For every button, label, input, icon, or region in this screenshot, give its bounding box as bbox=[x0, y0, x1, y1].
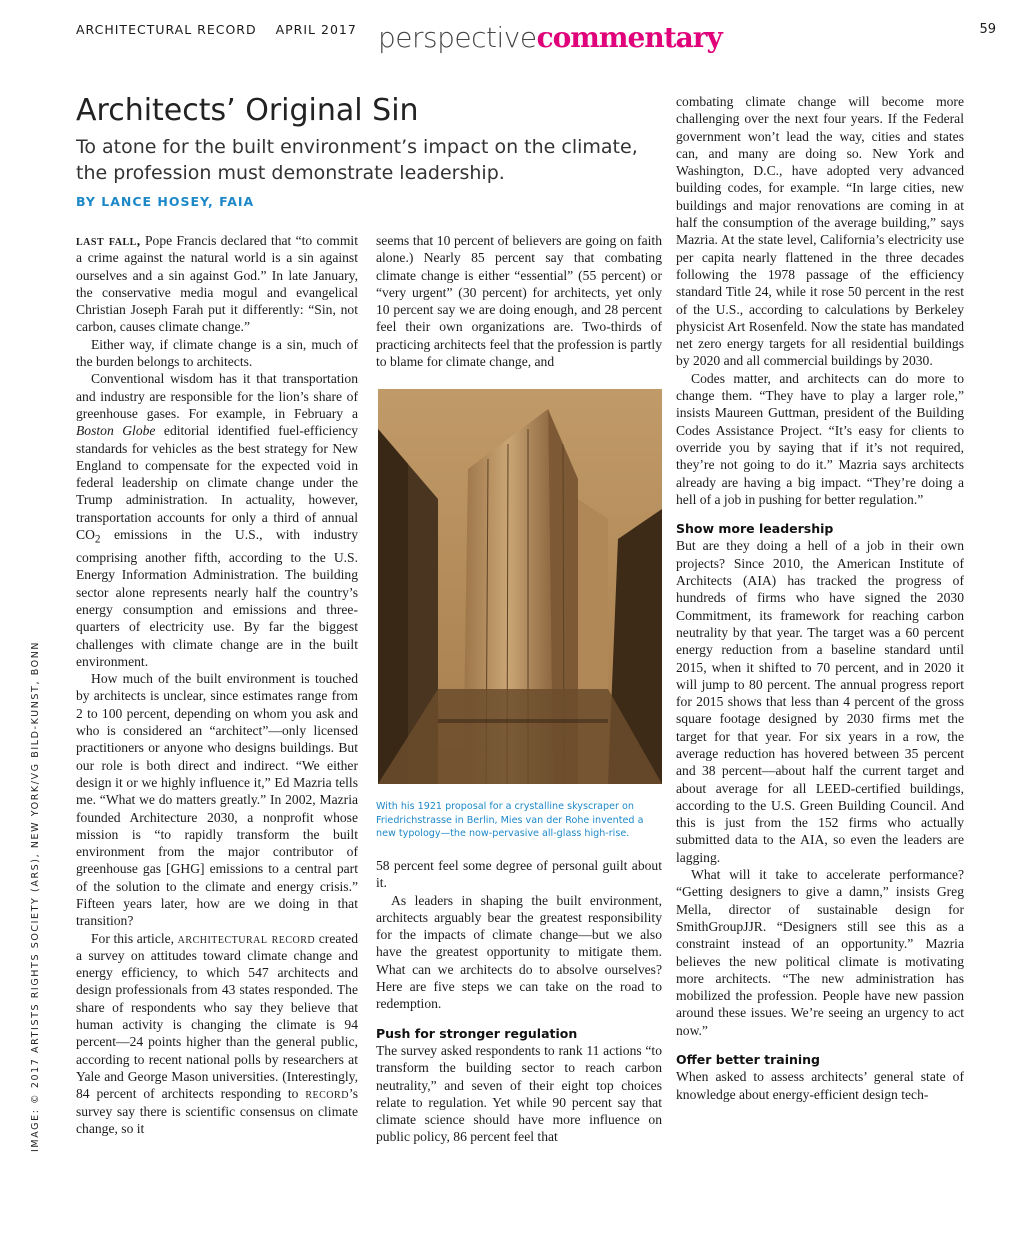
paragraph: How much of the built environment is touched by architects is unclear, since estimates range from 2 to 100 percent, depending on whom you ask and who is considered an “architect”—only licensed practitioners or anyone who designs buildings. But our role is both direct and indirect. “We either design it or we highly influence it,” Ed Mazria tells me. “What we do matters greatly.” In 2002, Mazria founded Architecture 2030, a nonprofit whose mission is “to rapidly transform the built environment from the major contributor of greenhouse gas [GHG] emissions to a central part of the solution to the climate and energy crisis.” Fifteen years later, how are we doing in that transition? bbox=[76, 671, 358, 929]
article-deck: To atone for the built environment’s impact on the climate, the profession must demonstrate leadership. bbox=[76, 136, 638, 184]
section-tag-bold: commentary bbox=[536, 21, 722, 54]
body-column-3 bbox=[676, 93, 964, 1103]
paragraph: What will it take to accelerate performance? “Getting designers to give a damn,” insists Greg Mella, director of sustainable design for SmithGroupJJR. “Designers still see this as a constraint instead of an opportunity.” Mazria believes the new political climate is motivating more architects. “The new administration has mobilized the profession. People have new passion around these issues. We’re seeing an urgency to act now.” bbox=[676, 867, 964, 1038]
paragraph: combating climate change will become more challenging over the next four years. If the Federal government won’t lead the way, cities and states can, and many are doing so. New York and Washington, D.C., have adopted very advanced building codes, for example. “In large cities, new buildings and major renovations are coming in at half the consumption of the average building,” says Mazria. At the state level, California’s electricity use per capita nearly flattened in the three decades following the 1978 passage of the efficiency standard Title 24, while it rose 50 percent in the rest of the U.S., according to calculations by Berkeley physicist Art Rosenfeld. Now the state has mandated net zero energy targets for all residential buildings by 2020 and all commercial buildings by 2030. bbox=[676, 94, 964, 369]
body-column-2-bottom bbox=[376, 857, 662, 1146]
paragraph: last fall, Pope Francis declared that “to commit a crime against the natural world is a sin against ourselves and a sin against God.” In late January, the conservative media mogul and evangelical Christian Joseph Farah put it differently: “Sin, not carbon, causes climate change.” bbox=[76, 233, 358, 335]
paragraph: Either way, if climate change is a sin, much of the burden belongs to architects. bbox=[76, 336, 358, 370]
figure-caption: With his 1921 proposal for a crystalline skyscraper on Friedrichstrasse in Berlin, Mies van der Rohe invented a new typology—the now-pervasive all-glass high-rise. bbox=[376, 801, 644, 839]
running-header bbox=[76, 22, 371, 37]
paragraph: seems that 10 percent of believers are going on faith alone.) Nearly 85 percent say that combating climate change is either “essential” (55 percent) or “very urgent” (30 percent) for architects, yet only 10 percent say we are doing enough, and 28 percent feel their own organizations are. Two-thirds of practicing architects feel that the profession is partly to blame for climate change, and bbox=[376, 233, 662, 370]
byline: BY LANCE HOSEY, FAIA bbox=[76, 194, 255, 209]
paragraph: For this article, architectural record created a survey on attitudes toward climate change and energy efficiency, to which 547 architects and design professionals from 43 states responded. The share of respondents who say they believe that human activity is changing the climate is 94 percent—24 points higher than the general public, according to recent national polls by researchers at Yale and George Mason universities. (Interestingly, 84 percent of architects responding to record’s survey say there is scientific consensus on climate change, so it bbox=[76, 930, 359, 1136]
paragraph: 58 percent feel some degree of personal guilt about it. bbox=[376, 858, 662, 891]
lead-in: last fall, bbox=[76, 233, 141, 248]
issue-date: APRIL 2017 bbox=[275, 22, 357, 37]
paragraph: But are they doing a hell of a job in their own projects? Since 2010, the American Institute of Architects (AIA) has tracked the progress of hundreds of firms who have signed the 2030 Commitment, its framework for reaching carbon neutrality by that year. The target was a 60 percent energy reduction from a baseline standard until 2015, when it shifted to 70 percent, and in 2020 it will jump to 80 percent. The annual progress report for 2015 shows that less than 4 percent of the gross square footage designed by 2030 firms met the target for that year. For six years in a row, the average reduction has hovered between 35 percent and 38 percent—about half the current target and about average for all LEED-certified buildings, according to the U.S. Green Building Council. And this is just from the 152 firms who actually submitted data to the AIA, so even the leaders are lagging. bbox=[676, 538, 964, 865]
magazine-mention: architectural record bbox=[177, 930, 316, 946]
publication-name: Boston Globe bbox=[76, 423, 156, 439]
paragraph: When asked to assess architects’ general state of knowledge about energy-efficient design tech- bbox=[676, 1069, 964, 1102]
body-column-1 bbox=[76, 232, 358, 1137]
subhead: Show more leadership bbox=[676, 521, 834, 537]
subhead: Offer better training bbox=[676, 1052, 821, 1068]
subhead: Push for stronger regulation bbox=[376, 1025, 578, 1041]
paragraph: As leaders in shaping the built environment, architects arguably bear the greatest responsibility for the impacts of climate change—but we also have the greatest opportunity to mitigate them. What can we architects do to absolve ourselves? Here are five steps we can take on the road to redemption. bbox=[376, 892, 662, 1012]
skyscraper-drawing-image bbox=[378, 389, 662, 784]
section-tag-light: perspective bbox=[378, 21, 537, 54]
paragraph: The survey asked respondents to rank 11 actions “to transform the building sector to reach carbon neutrality,” and seven of their eight top choices relate to regulation. Yet while 90 percent say that climate science should have more influence on public policy, 86 percent feel that bbox=[376, 1042, 662, 1145]
paragraph: Conventional wisdom has it that transportation and industry are responsible for the lion’s share of greenhouse gases. For example, in February a Boston Globe editorial identified fuel-efficiency standards for vehicles as the best strategy for New England to compensate for the expected void in federal leadership on climate change under the Trump administration. In actuality, however, transportation accounts for only a third of annual $CO_2$ emissions in the U.S., with industry comprising another fifth, according to the U.S. Energy Information Administration. The building sector alone represents nearly half the country’s energy consumption and emissions and three-quarters of electricity use. By far the biggest challenges with climate change are in the built environment. bbox=[76, 371, 358, 669]
article-title: Architects’ Original Sin bbox=[76, 93, 419, 128]
paragraph: Codes matter, and architects can do more to change them. “They have to play a larger role,” insists Maureen Guttman, president of the Building Codes Assistance Project. “It’s easy for clients to override you by saying that if it’s not required, they’re not going to do it.” Mazria says architects already are having a big impact. “They’re doing a hell of a job in pushing for better regulation.” bbox=[676, 370, 964, 507]
page-number: 59 bbox=[979, 22, 996, 37]
magazine-mention: record bbox=[305, 1086, 349, 1102]
body-column-2-top bbox=[376, 232, 662, 370]
section-tag bbox=[378, 20, 722, 57]
image-credit: IMAGE: © 2017 ARTISTS RIGHTS SOCIETY (ARS), NEW YORK/VG BILD-KUNST, BONN bbox=[30, 640, 41, 1152]
skyscraper-drawing bbox=[378, 389, 662, 784]
magazine-name: ARCHITECTURAL RECORD bbox=[76, 22, 257, 37]
